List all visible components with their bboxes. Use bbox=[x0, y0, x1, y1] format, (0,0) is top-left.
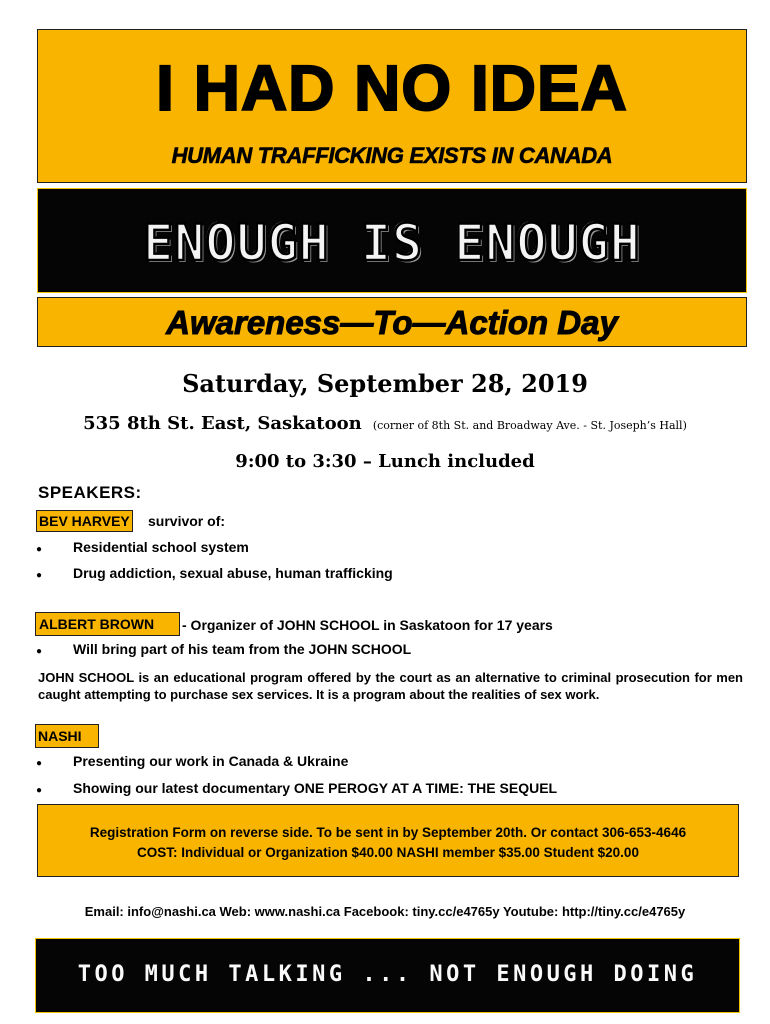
list-item-text: Drug addiction, sexual abuse, human trafficking bbox=[73, 565, 393, 581]
bullet-icon: ● bbox=[36, 758, 43, 769]
speaker-role-bev: survivor of: bbox=[148, 513, 226, 529]
john-school-description: JOHN SCHOOL is an educational program offered by the court as an alternative to criminal prosecution for men caught attempting to purchase sex services. It is a program about the realities of sex work. bbox=[38, 670, 743, 702]
address-note: (corner of 8th St. and Broadway Ave. - St. Joseph’s Hall) bbox=[372, 419, 687, 432]
contact-info: Email: info@nashi.ca Web: www.nashi.ca Facebook: tiny.cc/e4765y Youtube: http://tiny.cc/e4765y bbox=[84, 904, 686, 919]
title-banner bbox=[37, 29, 747, 183]
registration-box bbox=[37, 804, 739, 877]
footer-banner bbox=[35, 938, 740, 1013]
speakers-heading: SPEAKERS: bbox=[38, 483, 142, 502]
registration-info: Registration Form on reverse side. To be sent in by September 20th. Or contact 306-653-4646 bbox=[89, 825, 687, 840]
event-address bbox=[0, 413, 770, 434]
event-time: 9:00 to 3:30 – Lunch included bbox=[235, 451, 535, 472]
bullet-icon: ● bbox=[36, 646, 43, 657]
speaker-tag-nashi: NASHI bbox=[35, 724, 99, 748]
action-day-banner bbox=[37, 297, 747, 347]
slogan-banner bbox=[37, 188, 747, 293]
list-item bbox=[36, 536, 249, 561]
list-item bbox=[36, 638, 411, 663]
bullet-icon: ● bbox=[36, 570, 43, 581]
list-item bbox=[36, 777, 557, 802]
speaker-tag-bev-harvey: BEV HARVEY bbox=[36, 510, 133, 532]
footer-slogan: TOO MUCH TALKING ... NOT ENOUGH DOING bbox=[77, 962, 698, 987]
main-title: I HAD NO IDEA bbox=[156, 52, 628, 124]
list-item bbox=[36, 562, 393, 587]
event-date: Saturday, September 28, 2019 bbox=[182, 369, 588, 398]
registration-cost: COST: Individual or Organization $40.00 NASHI member $35.00 Student $20.00 bbox=[137, 845, 639, 860]
list-item-text: Residential school system bbox=[73, 539, 249, 555]
speaker-tag-albert-brown: ALBERT BROWN bbox=[35, 612, 180, 636]
bullet-icon: ● bbox=[36, 785, 43, 796]
list-item bbox=[36, 750, 348, 775]
speaker-role-albert: - Organizer of JOHN SCHOOL in Saskatoon for 17 years bbox=[182, 617, 553, 633]
slogan-text: ENOUGH IS ENOUGH bbox=[143, 214, 641, 272]
list-item-text: Showing our latest documentary ONE PEROGY AT A TIME: THE SEQUEL bbox=[73, 780, 558, 796]
list-item-text: Will bring part of his team from the JOHN SCHOOL bbox=[73, 641, 412, 657]
address-main: 535 8th St. East, Saskatoon bbox=[83, 413, 362, 434]
list-item-text: Presenting our work in Canada & Ukraine bbox=[73, 753, 349, 769]
action-day-title: Awareness—To—Action Day bbox=[166, 304, 618, 341]
subtitle: HUMAN TRAFFICKING EXISTS IN CANADA bbox=[171, 143, 613, 168]
bullet-icon: ● bbox=[36, 544, 43, 555]
